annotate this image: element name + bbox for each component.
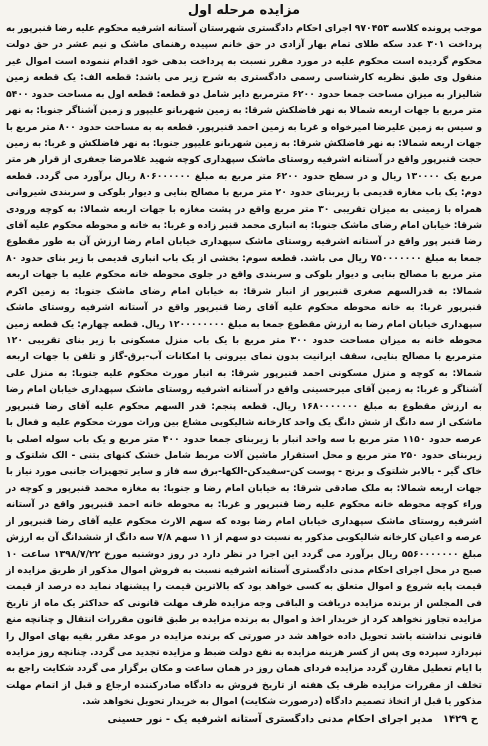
notice-signature: مدیر اجرای احکام مدنی دادگستری آستانه اشرفیه یک - نور حسینی	[107, 713, 433, 725]
notice-reference-number: ح ۱۴۲۹	[442, 713, 478, 725]
notice-footer	[6, 712, 482, 728]
notice-paragraph: موجب پرونده کلاسه ۹۷۰۴۵۳ اجرای احکام دادگستری شهرستان آستانه اشرفیه محکوم علیه رضا قنبرپور به پرداخت ۳۰۱ عدد سکه طلای تمام بهار آزادی در حق خانم سپیده رهنمای ماشک و نیم عشر در حق دولت محکوم گردیده است محکوم علیه در مورد مقرر نسبت به پرداخت بدهی خود اقدام ننموده است اموال غیر منقول وی طبق نظریه کارشناسی رسمی دادگستری به شرح زیر می باشد: قطعه الف: یک قطعه زمین شالیزار به میزان مساحت جمعا حدود ۶۲۰۰ مترمربع دایر شامل دو قطعه: قطعه اول به مساحت حدود ۵۴۰۰ متر مربع با جهات اربعه شمالا به نهر فاضلکش شرقا: به زمین شهربانو علیپور و زمین آشناگر جنوبا: به نهر و سیس به زمین علیرضا امیرخواه و غربا به زمین احمد قنبرپور. قطعه به به مساحت حدود ۸۰۰ متر مربع با جهات اربعه شمالا: به نهر فاضلکش شرقا: به زمین شهربانو علیپور جنوبا: به نهر فاضلکش و غربا: به زمین حجت قنبرپور واقع در آستانه اشرفیه روستای ماشک سپهداری کوچه شهید غلامرضا جعفری از قرار هر متر مربع یک ۱۳۰۰۰۰ ریال و در سطح حدود ۶۲۰۰ متر مربع به مبلغ ۸۰۶۰۰۰۰۰۰ ریال برآورد می گردد. قطعه دوم: یک باب مغازه قدیمی با زیربنای حدود ۲۰ متر مربع با مصالح بنایی و دیوار بلوکی و سربندی شیروانی همراه با زمینی به میزان تقریبی ۳۰ متر مربع واقع در پشت مغازه با جهات اربعه شمالا: به کوچه ورودی شرقا: خیابان امام رضای ماشک جنوبا: به انباری محمد قنبر زاده و غربا: به خانه و محوطه محکوم علیه آقای رضا قنبر پور واقع در آستانه اشرفیه روستای ماشک سپهداری خیابان امام رضا ارزش آن به طور مقطوع جمعا به مبلغ ۷۵۰۰۰۰۰۰۰ ریال می باشد. قطعه سوم: بخشی از یک باب انباری قدیمی با زیر بنای حدود ۸۰ متر مربع با مصالح بنایی و دیوار بلوکی و سربندی واقع در جلوی محوطه خانه محکوم علیه با جهات اربعه شمالا: به قدرالسهم صغری قنبرپور از انبار شرقا: به خیابان امام رضای ماشک جنوبا: به زمین اکرم قنبرپور غربا: به خانه محوطه محکوم علیه آقای رضا قنبرپور واقع در آستانه اشرفیه روستای ماشک سپهداری خیابان امام رضا به ارزش مقطوع جمعا به مبلغ ۱۲۰۰۰۰۰۰۰۰ ریال. قطعه چهارم: یک قطعه زمین محوطه خانه به میزان مساحت حدود ۳۰۰ متر مربع با یک باب منزل مسکونی با زیر بنای تقریبی ۱۲۰ مترمربع با مصالح بنایی، سقف ایرانیت بدون نمای بیرونی با امکانات آب-برق-گاز و تلفن با جهات اربعه شمالا: به کوچه و منزل مسکونی احمد قنبرپور شرقا: به انبار مورث محکوم علیه جنوبا: به منزل علی آشناگر و غربا: به زمین آقای میرحسینی واقع در آستانه اشرفیه روستای ماشک سپهداری خیابان امام رضا به ارزش مقطوع به مبلغ ۱۶۸۰۰۰۰۰۰۰ ریال. قطعه پنجم: قدر السهم محکوم علیه آقای رضا قنبرپور ماشکی از سه دانگ از شش دانگ یک واحد کارخانه شالیکوبی مشاع بین وراث مورث محکوم علیه و فعال با عرصه حدود ۱۱۵۰ متر مربع با سه واحد انبار با زیربنای جمعا حدود ۴۰۰ متر مربع و یک باب سوله اصلی با زیربنای حدود ۲۵۰ متر مربع و محل استقرار ماشین آلات مربط شامل خشک کنهای بتنی - الک شلتوک و خاک گیر - بالابر شلتوک و برنج - پوست کن-سفیدکن-الکها-برق سه فاز و سایر تجهیزات جانبی مورد نیاز با جهات اربعه شمالا: به ملک صادقی شرقا: به خیابان امام رضا و جنوبا: به مغازه محمد قنبرپور و کوچه در وراء کوچه محوطه خانه محکوم علیه رضا قنبرپور و غربا: به محوطه خانه احمد قنبرپور واقع در آستانه اشرفیه روستای ماشک سپهداری خیابان امام رضا بوده که سهم الارث محکوم علیه آقای رضا قنبرپور از عرصه و اعیان کارخانه شالیکوبی مذکور به نسبت دو سهم از ۱۱ سهم ۷/۸ سه دانگ از ششدانگ آن به ارزش مبلغ ۵۵۶۰۰۰۰۰۰۰ ریال برآورد می گردد این اجرا در نظر دارد در روز دوشنبه مورخ ۱۳۹۸/۷/۲۲ ساعت ۱۰ صبح در محل اجرای احکام مدنی دادگستری آستانه اشرفیه نسبت به فروش اموال مذکور از طریق مزایده از قیمت پایه شروع و اموال متعلق به کسی خواهد بود که بالاترین قیمت را پیشنهاد نماید ده درصد از قیمت فی المجلس از برنده مزایده دریافت و الباقی وجه مزایده ظرف مهلت قانونی که حداکثر یک ماه از تاریخ مزایده تجاوز نخواهد کرد از خریدار اخذ و اموال به برنده مزایده بر طبق قانون مقررات انتقال و چنانچه منع قانونی نداشته باشد تحویل داده خواهد شد در صورتی که برنده مزایده در موعد مقرر بقیه بهای اموال را نپردازد سپرده وی پس از کسر هزینه مزایده به نفع دولت ضبط و مزایده تجدید می گردد. چنانچه روز مزایده با ایام تعطیل مقارن گردد مزایده فردای همان روز در همان ساعت و مکان برگزار می گردد شکایت راجع به تخلف از مقررات مزایده ظرف یک هفته از تاریخ فروش به دادگاه صادرکننده ارجاع و قبل از اتمام مهلت مذکور یا قبل از اتخاذ تصمیم دادگاه (درصورت شکایت) اموال به خریدار تحویل نخواهد شد.	[6, 23, 483, 708]
notice-body	[6, 21, 482, 711]
notice-heading: مزایده مرحله اول	[187, 3, 301, 18]
